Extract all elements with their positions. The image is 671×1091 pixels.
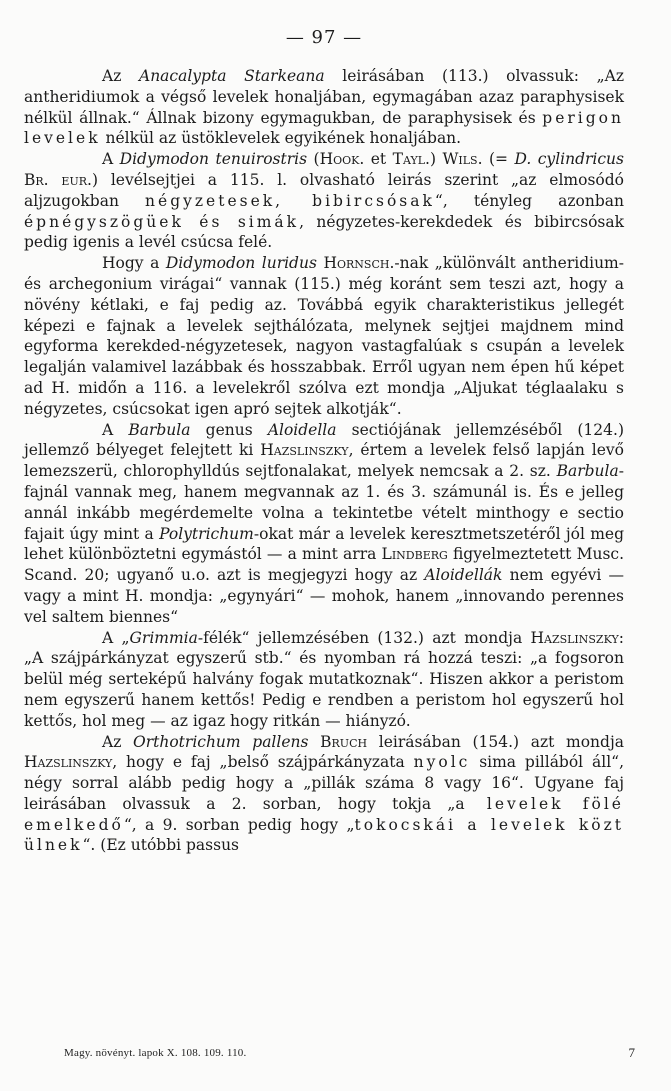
printer-signature: 7: [628, 1045, 635, 1060]
journal-reference: Magy. növényt. lapok X. 108. 109. 110.: [64, 1047, 247, 1059]
paragraph-barbula-aloidella: A Barbula genus Aloidella sectiójának jellemzéséből (124.) jellemző bélyeget felejtett ki Hazslinszky, értem a levelek felső lapján levő lemezszerü, chlorophylldús sejtfonalakat, melyek nemcsak a 2. sz. Barbula-fajnál vannak meg, hanem megvannak az 1. és 3. számunál is. És e jelleg annál inkább megérdemelte volna a tekintetbe vételt minthogy e sectio fajait úgy mint a Polytrichum-okat már a levelek keresztmetszetéről jól meg lehet különböztetni egymástól — a mint arra Lindberg figyelmeztetett Musc. Scand. 20; ugyanő u.o. azt is megjegyzi hogy az Aloidellák nem egyévi — vagy a mint H. mondja: „egynyári“ — mohok, hanem „innovando perennes vel saltem biennes“: [24, 420, 625, 626]
page-number: — 97 —: [285, 27, 363, 48]
body-text: [24, 66, 624, 856]
paragraph-anacalypta: Az Anacalypta Starkeana leirásában (113.) olvassuk: „Az antheridiumok a végső levelek honaljában, egymagában azaz paraphysisek nélkül állnak.“ Állnak bizony egymagukban, de paraphysisek és perigon levelek nélkül az üstöklevelek egyikének honaljában.: [24, 67, 624, 148]
paragraph-grimmia: A „Grimmia-félék“ jellemzésében (132.) azt mondja Hazslinszky: „A szájpárkányzat egyszerű stb.“ és nyomban rá hozzá teszi: „a fogsoron belül még serteképű halvány fogak mutatkoznak“. Hiszen akkor a peristom nem egyszerű hanem kettős! Pedig e rendben a peristom hol egyszerű hol kettős, hol meg — az igaz hogy ritkán — hiányzó.: [24, 628, 624, 730]
document-page: [24, 20, 624, 856]
paragraph-didymodon-luridus: Hogy a Didymodon luridus Hornsch.-nak „különvált antheridium- és archegonium virágai“ vannak (115.) még koránt sem teszi azt, hogy a növény kétlaki, e faj pedig az. Továbbá egyik charakteristikus jellegét képezi e fajnak a levelek sejthálózata, melynek sejtjei majdnem mind egyforma kerekded-négyzetesek, nagyon vastagfalúak s csupán a levelek legalján valamivel lazábbak és hosszabbak. Erről ugyan nem épen hű képet ad H. midőn a 116. a levelekről szólva ezt mondja „Aljukat téglaalaku s négyzetes, csúcsokat igen apró sejtek alkotják“.: [24, 254, 624, 418]
paragraph-orthotrichum-pallens: Az Orthotrichum pallens Bruch leirásában (154.) azt mondja Hazslinszky, hogy e faj „belső szájpárkányzata nyolc sima pillából áll“, négy sorral alább pedig hogy a „pillák száma 8 vagy 16“. Ugyane faj leirásában olvassuk a 2. sorban, hogy tokja „a levelek fölé emelkedő“, a 9. sorban pedig hogy „tokocskái a levelek közt ülnek“. (Ez utóbbi passus: [24, 732, 624, 855]
paragraph-didymodon-tenuirostris: A Didymodon tenuirostris (Hook. et Tayl.) Wils. (= D. cylindricus Br. eur.) levélsejtjei a 115. l. olvasható leirás szerint „az elmosódó aljzugokban négyzetesek, bibircsósak“, tényleg azonban épnégyszögüek és simák, négyzetes-kerekdedek és bibircsósak pedig igenis a levél csúcsa felé.: [24, 150, 625, 252]
